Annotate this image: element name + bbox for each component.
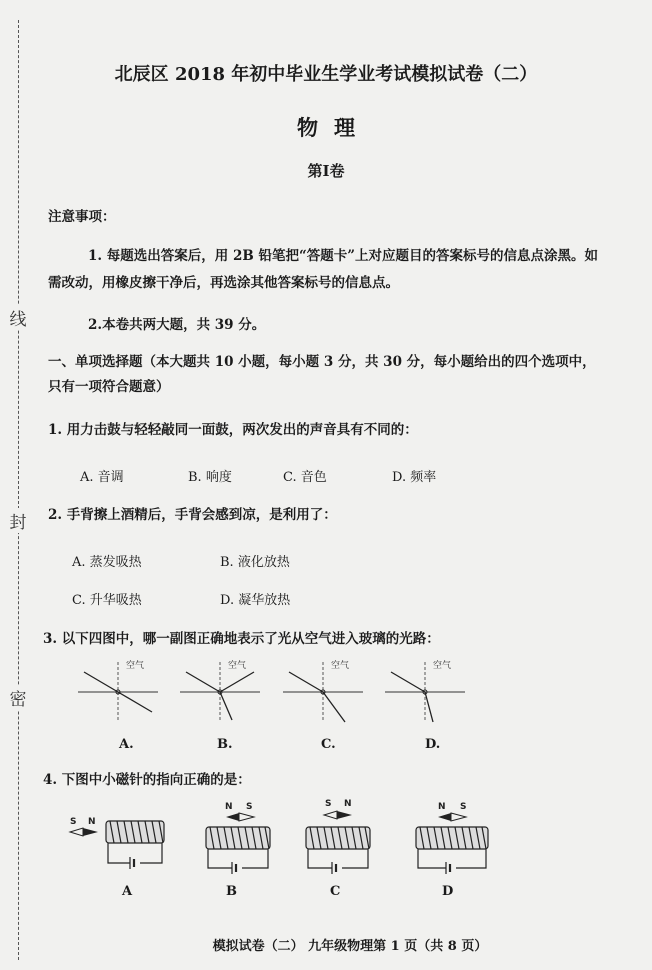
section-1-heading-line-2: 只有一项符合题意） <box>48 379 170 395</box>
subject-title: 物理 <box>297 115 371 140</box>
binding-char-secret: 密 <box>4 685 32 710</box>
needle-a-right-pole: N <box>88 817 96 827</box>
air-label-c: 空气 <box>331 661 350 671</box>
light-path-diagram-d <box>385 658 465 728</box>
question-2-stem: 2. 手背擦上酒精后，手背会感到凉，是利用了： <box>48 507 337 523</box>
needle-c-left-pole: S <box>325 799 332 809</box>
solenoid-diagram-b <box>198 800 278 875</box>
needle-c-right-pole: N <box>344 799 352 809</box>
notice-item-2: 2.本卷共两大题，共 39 分。 <box>88 317 266 333</box>
page-footer: 模拟试卷（二） 九年级物理第 1 页（共 8 页） <box>212 939 488 954</box>
volume-title: 第Ⅰ卷 <box>307 162 345 180</box>
question-2-option-c: C. 升华吸热 <box>72 593 142 608</box>
light-path-diagram-b <box>180 658 260 728</box>
light-path-diagram-a <box>78 658 158 728</box>
solenoid-label-a: A <box>122 884 133 899</box>
needle-d-right-pole: S <box>460 802 467 812</box>
solenoid-label-d: D <box>442 884 454 899</box>
solenoid-diagram-d <box>410 800 495 875</box>
notice-item-1-line-1: 1. 每题选出答案后，用 2B 铅笔把“答题卡”上对应题目的答案标号的信息点涂黑。如 <box>88 248 599 264</box>
question-4-stem: 4. 下图中小磁针的指向正确的是： <box>43 772 251 788</box>
needle-b-right-pole: S <box>246 802 253 812</box>
needle-a-left-pole: S <box>70 817 77 827</box>
question-2-option-b: B. 液化放热 <box>220 555 290 570</box>
air-label-a: 空气 <box>126 661 145 671</box>
air-label-b: 空气 <box>228 661 247 671</box>
question-1-option-d: D. 频率 <box>392 470 437 485</box>
question-1-option-c: C. 音色 <box>283 470 327 485</box>
air-label-d: 空气 <box>433 661 452 671</box>
light-path-diagram-c <box>283 658 363 728</box>
section-1-heading-line-1: 一、单项选择题（本大题共 10 小题，每小题 3 分，共 30 分，每小题给出的四个选项中， <box>48 354 596 370</box>
question-1-option-a: A. 音调 <box>80 470 124 485</box>
notice-item-1-line-2: 需改动，用橡皮擦干净后，再选涂其他答案标号的信息点。 <box>48 275 399 291</box>
question-1-option-b: B. 响度 <box>188 470 232 485</box>
solenoid-label-c: C <box>330 884 341 899</box>
diagram-label-a: A. <box>119 737 134 752</box>
diagram-label-b: B. <box>217 737 233 752</box>
solenoid-label-b: B <box>226 884 237 899</box>
diagram-label-d: D. <box>425 737 441 752</box>
solenoid-diagram-c <box>300 797 380 875</box>
needle-b-left-pole: N <box>225 802 233 812</box>
notice-heading: 注意事项： <box>48 209 116 225</box>
question-2-option-a: A. 蒸发吸热 <box>72 555 142 570</box>
solenoid-diagram-a <box>68 815 168 875</box>
question-2-option-d: D. 凝华放热 <box>220 593 291 608</box>
question-1-stem: 1. 用力击鼓与轻轻敲同一面鼓，两次发出的声音具有不同的： <box>48 422 418 438</box>
question-3-stem: 3. 以下四图中，哪一副图正确地表示了光从空气进入玻璃的光路： <box>43 631 440 647</box>
diagram-label-c: C. <box>321 737 336 752</box>
needle-d-left-pole: N <box>438 802 446 812</box>
exam-title: 北辰区 2018 年初中毕业生学业考试模拟试卷（二） <box>114 64 538 85</box>
binding-char-line: 线 <box>4 305 32 330</box>
binding-char-seal: 封 <box>4 508 32 533</box>
